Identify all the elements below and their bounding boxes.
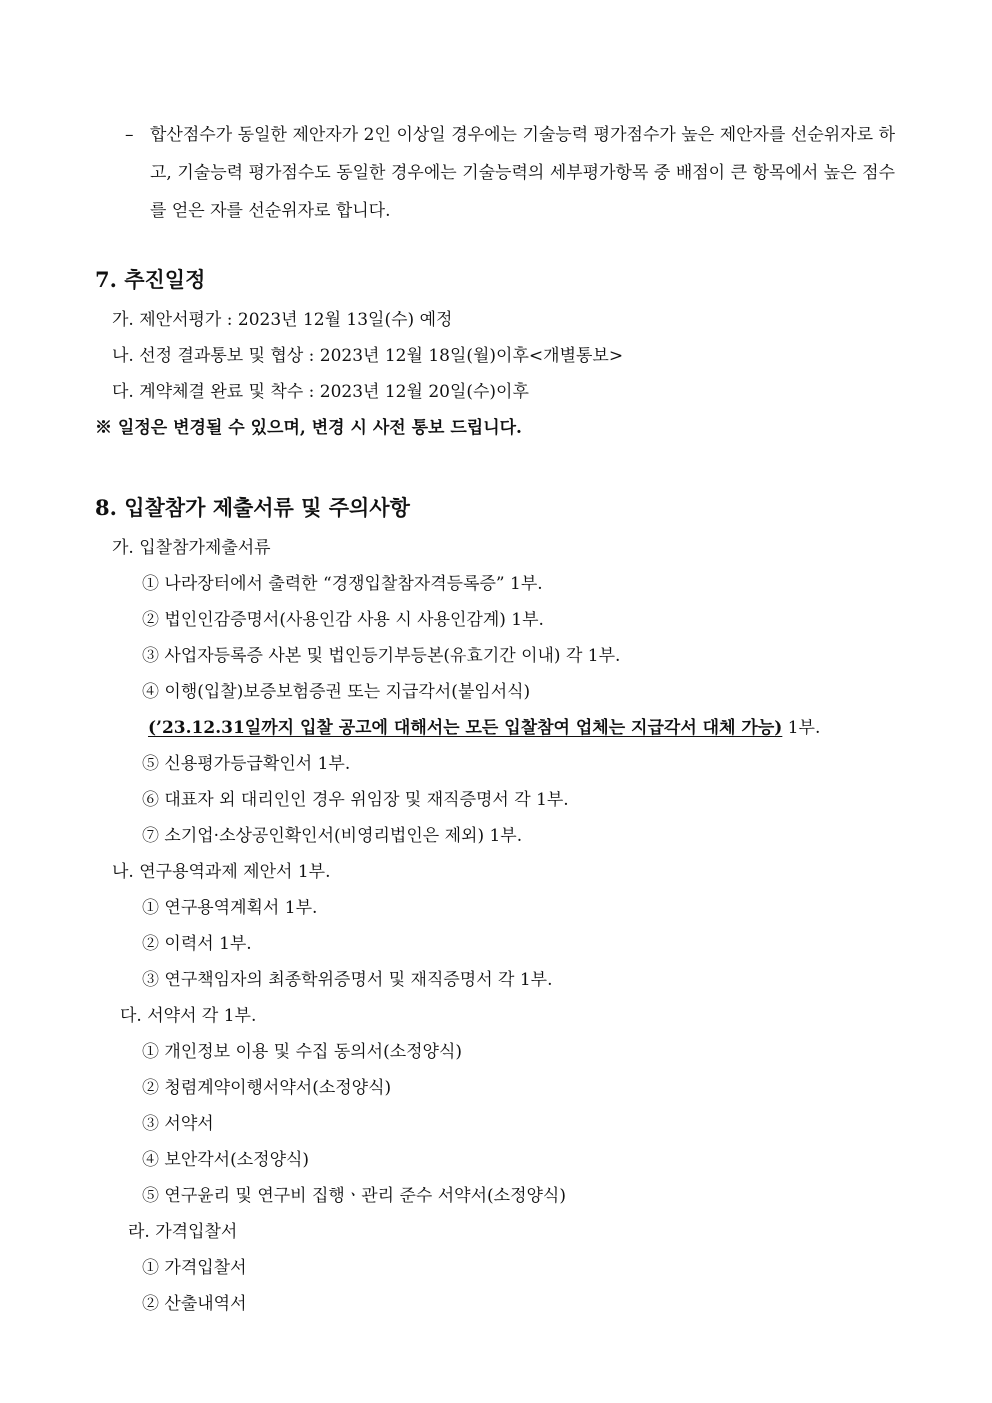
section8-title: 8. 입찰참가 제출서류 및 주의사항 (95, 495, 410, 520)
section7-item-da: 다. 계약체결 완료 및 착수 : 2023년 12월 20일(수)이후 (112, 382, 529, 402)
da-item-5: ⑤ 연구윤리 및 연구비 집행ㆍ관리 준수 서약서(소정양식) (142, 1186, 566, 1206)
na-item-1: ① 연구용역계획서 1부. (142, 898, 318, 918)
ra-item-2: ② 산출내역서 (142, 1294, 247, 1314)
da-item-4: ④ 보안각서(소정양식) (142, 1150, 310, 1170)
subsection-na-label: 나. 연구용역과제 제안서 1부. (112, 862, 331, 882)
da-item-3: ③ 서약서 (142, 1114, 214, 1134)
ga-item-1: ① 나라장터에서 출력한 “경쟁입찰참자격등록증” 1부. (142, 574, 543, 594)
ga-item-4-note-bold: (’23.12.31일까지 입찰 공고에 대해서는 모든 입찰참여 업체는 지급각서 대체 가능) (148, 718, 783, 738)
da-item-2: ② 청렴계약이행서약서(소정양식) (142, 1078, 392, 1098)
ra-item-1: ① 가격입찰서 (142, 1258, 247, 1278)
bullet-dash: – (125, 125, 134, 145)
ga-item-7: ⑦ 소기업·소상공인확인서(비영리법인은 제외) 1부. (142, 826, 523, 846)
da-item-1: ① 개인정보 이용 및 수집 동의서(소정양식) (142, 1042, 463, 1062)
ga-item-4-note (148, 716, 820, 740)
ga-item-3: ③ 사업자등록증 사본 및 법인등기부등본(유효기간 이내) 각 1부. (142, 646, 621, 666)
subsection-da-label: 다. 서약서 각 1부. (120, 1006, 257, 1026)
section7-item-ga: 가. 제안서평가 : 2023년 12월 13일(수) 예정 (112, 310, 453, 330)
na-item-2: ② 이력서 1부. (142, 934, 252, 954)
section7-title: 7. 추진일정 (95, 267, 206, 292)
schedule-change-note: ※ 일정은 변경될 수 있으며, 변경 시 사전 통보 드립니다. (95, 418, 522, 438)
ga-item-2: ② 법인인감증명서(사용인감 사용 시 사용인감계) 1부. (142, 610, 544, 630)
subsection-ra-label: 라. 가격입찰서 (128, 1222, 238, 1242)
ga-item-5: ⑤ 신용평가등급확인서 1부. (142, 754, 351, 774)
intro-bullet-paragraph (125, 116, 895, 230)
section7-item-na: 나. 선정 결과통보 및 협상 : 2023년 12월 18일(월)이후<개별통보> (112, 346, 624, 366)
na-item-3: ③ 연구책임자의 최종학위증명서 및 재직증명서 각 1부. (142, 970, 553, 990)
ga-item-4-note-tail: 1부. (782, 718, 821, 738)
intro-bullet-text: 합산점수가 동일한 제안자가 2인 이상일 경우에는 기술능력 평가점수가 높은 제안자를 선순위자로 하고, 기술능력 평가점수도 동일한 경우에는 기술능력의 세부평가항목 중 배점이 큰 항목에서 높은 점수를 얻은 자를 선순위자로 합니다. (150, 125, 895, 221)
subsection-ga-label: 가. 입찰참가제출서류 (112, 538, 271, 558)
ga-item-4: ④ 이행(입찰)보증보험증권 또는 지급각서(붙임서식) (142, 682, 531, 702)
ga-item-6: ⑥ 대표자 외 대리인인 경우 위임장 및 재직증명서 각 1부. (142, 790, 569, 810)
